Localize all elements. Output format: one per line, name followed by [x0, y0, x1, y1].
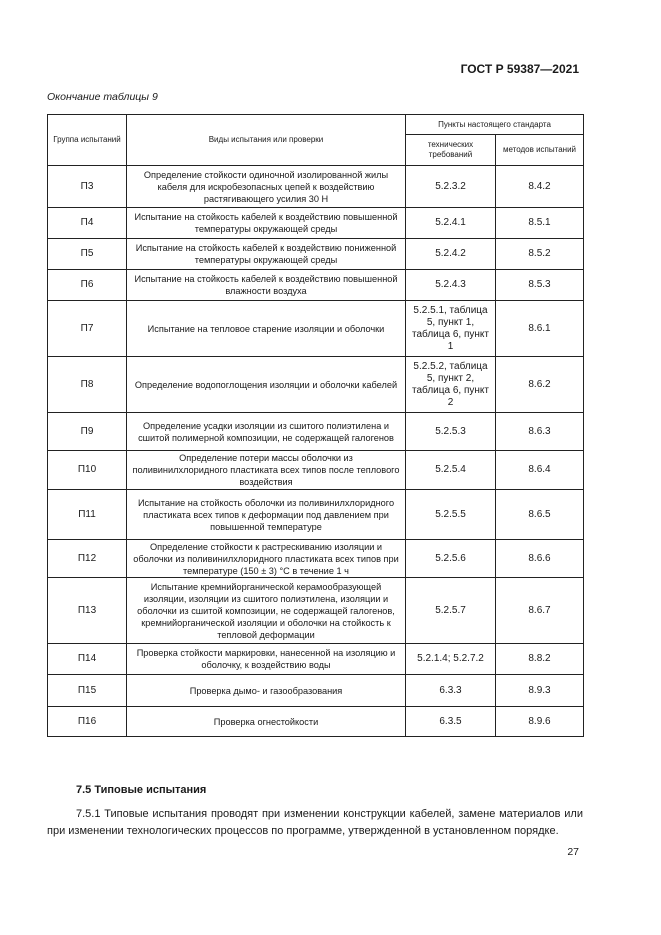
method-cell: 8.6.5	[496, 490, 584, 540]
method-cell: 8.6.6	[496, 540, 584, 578]
group-cell: П10	[48, 451, 127, 490]
requirement-cell: 5.2.5.5	[406, 490, 496, 540]
table-row	[48, 270, 584, 301]
test-cell: Определение потери массы оболочки из поливинилхлоридного пластиката всех типов после теплового воздействия	[127, 451, 406, 490]
test-cell: Испытание кремнийорганической керамообразующей изоляции, изоляции из сшитого полиэтилена, изоляции и оболочки из сшитой композиции, не содержащей галогенов, кремнийорганической изоляции и оболочки на стойкость к тепловой деформации	[127, 578, 406, 644]
section-paragraph: 7.5.1 Типовые испытания проводят при изменении конструкции кабелей, замене материалов или при изменении технологических процессов по программе, утвержденной в установленном порядке.	[47, 808, 583, 837]
tests-table	[47, 114, 584, 737]
table-row	[48, 451, 584, 490]
requirement-cell: 6.3.5	[406, 707, 496, 737]
test-cell: Испытание на стойкость кабелей к воздействию пониженной температуры окружающей среды	[127, 239, 406, 270]
header-test-type: Виды испытания или проверки	[127, 115, 406, 166]
table-row	[48, 644, 584, 675]
test-cell: Определение стойкости одиночной изолированной жилы кабеля для искробезопасных цепей к воздействию растягивающего усилия 30 Н	[127, 166, 406, 208]
test-cell: Испытание на стойкость оболочки из поливинилхлоридного пластиката всех типов к деформации под давлением при повышенной температуре	[127, 490, 406, 540]
requirement-cell: 5.2.5.2, таблица 5, пункт 2, таблица 6, пункт 2	[406, 357, 496, 413]
method-cell: 8.5.3	[496, 270, 584, 301]
requirement-cell: 5.2.5.6	[406, 540, 496, 578]
table-row	[48, 707, 584, 737]
group-cell: П11	[48, 490, 127, 540]
requirement-cell: 5.2.3.2	[406, 166, 496, 208]
method-cell: 8.6.4	[496, 451, 584, 490]
table-row	[48, 413, 584, 451]
group-cell: П3	[48, 166, 127, 208]
table-row	[48, 239, 584, 270]
header-requirements: технических требований	[406, 135, 496, 166]
test-cell: Определение усадки изоляции из сшитого полиэтилена и сшитой полимерной композиции, не содержащей галогенов	[127, 413, 406, 451]
header-methods: методов испытаний	[496, 135, 584, 166]
table-row	[48, 675, 584, 707]
group-cell: П8	[48, 357, 127, 413]
group-cell: П5	[48, 239, 127, 270]
group-cell: П6	[48, 270, 127, 301]
section-title: 7.5 Типовые испытания	[76, 784, 207, 796]
method-cell: 8.6.7	[496, 578, 584, 644]
table-row	[48, 301, 584, 357]
header-clauses: Пункты настоящего стандарта	[406, 115, 584, 135]
requirement-cell: 5.2.5.7	[406, 578, 496, 644]
test-cell: Проверка стойкости маркировки, нанесенной на изоляцию и оболочку, к воздействию воды	[127, 644, 406, 675]
test-cell: Испытание на стойкость кабелей к воздействию повышенной влажности воздуха	[127, 270, 406, 301]
standard-code: ГОСТ Р 59387—2021	[460, 62, 579, 76]
group-cell: П16	[48, 707, 127, 737]
method-cell: 8.9.3	[496, 675, 584, 707]
group-cell: П9	[48, 413, 127, 451]
requirement-cell: 5.2.4.3	[406, 270, 496, 301]
page-number: 27	[567, 846, 579, 858]
table-row	[48, 578, 584, 644]
method-cell: 8.4.2	[496, 166, 584, 208]
table-caption: Окончание таблицы 9	[47, 91, 158, 103]
table-body	[48, 166, 584, 737]
table-row	[48, 490, 584, 540]
requirement-cell: 5.2.5.4	[406, 451, 496, 490]
method-cell: 8.6.2	[496, 357, 584, 413]
method-cell: 8.6.3	[496, 413, 584, 451]
header-group: Группа испытаний	[48, 115, 127, 166]
test-cell: Проверка огнестойкости	[127, 707, 406, 737]
test-cell: Определение водопоглощения изоляции и оболочки кабелей	[127, 357, 406, 413]
table-row	[48, 208, 584, 239]
method-cell: 8.9.6	[496, 707, 584, 737]
method-cell: 8.8.2	[496, 644, 584, 675]
table-row	[48, 166, 584, 208]
test-cell: Испытание на стойкость кабелей к воздействию повышенной температуры окружающей среды	[127, 208, 406, 239]
requirement-cell: 5.2.5.3	[406, 413, 496, 451]
group-cell: П13	[48, 578, 127, 644]
method-cell: 8.6.1	[496, 301, 584, 357]
requirement-cell: 5.2.4.1	[406, 208, 496, 239]
table-row	[48, 540, 584, 578]
method-cell: 8.5.1	[496, 208, 584, 239]
requirement-cell: 5.2.4.2	[406, 239, 496, 270]
group-cell: П14	[48, 644, 127, 675]
group-cell: П15	[48, 675, 127, 707]
test-cell: Проверка дымо- и газообразования	[127, 675, 406, 707]
method-cell: 8.5.2	[496, 239, 584, 270]
test-cell: Определение стойкости к растрескиванию изоляции и оболочки из поливинилхлоридного пластиката всех типов при температуре (150 ± 3) °С в течение 1 ч	[127, 540, 406, 578]
test-cell: Испытание на тепловое старение изоляции и оболочки	[127, 301, 406, 357]
requirement-cell: 6.3.3	[406, 675, 496, 707]
group-cell: П12	[48, 540, 127, 578]
requirement-cell: 5.2.5.1, таблица 5, пункт 1, таблица 6, пункт 1	[406, 301, 496, 357]
requirement-cell: 5.2.1.4; 5.2.7.2	[406, 644, 496, 675]
table-row	[48, 357, 584, 413]
group-cell: П7	[48, 301, 127, 357]
group-cell: П4	[48, 208, 127, 239]
